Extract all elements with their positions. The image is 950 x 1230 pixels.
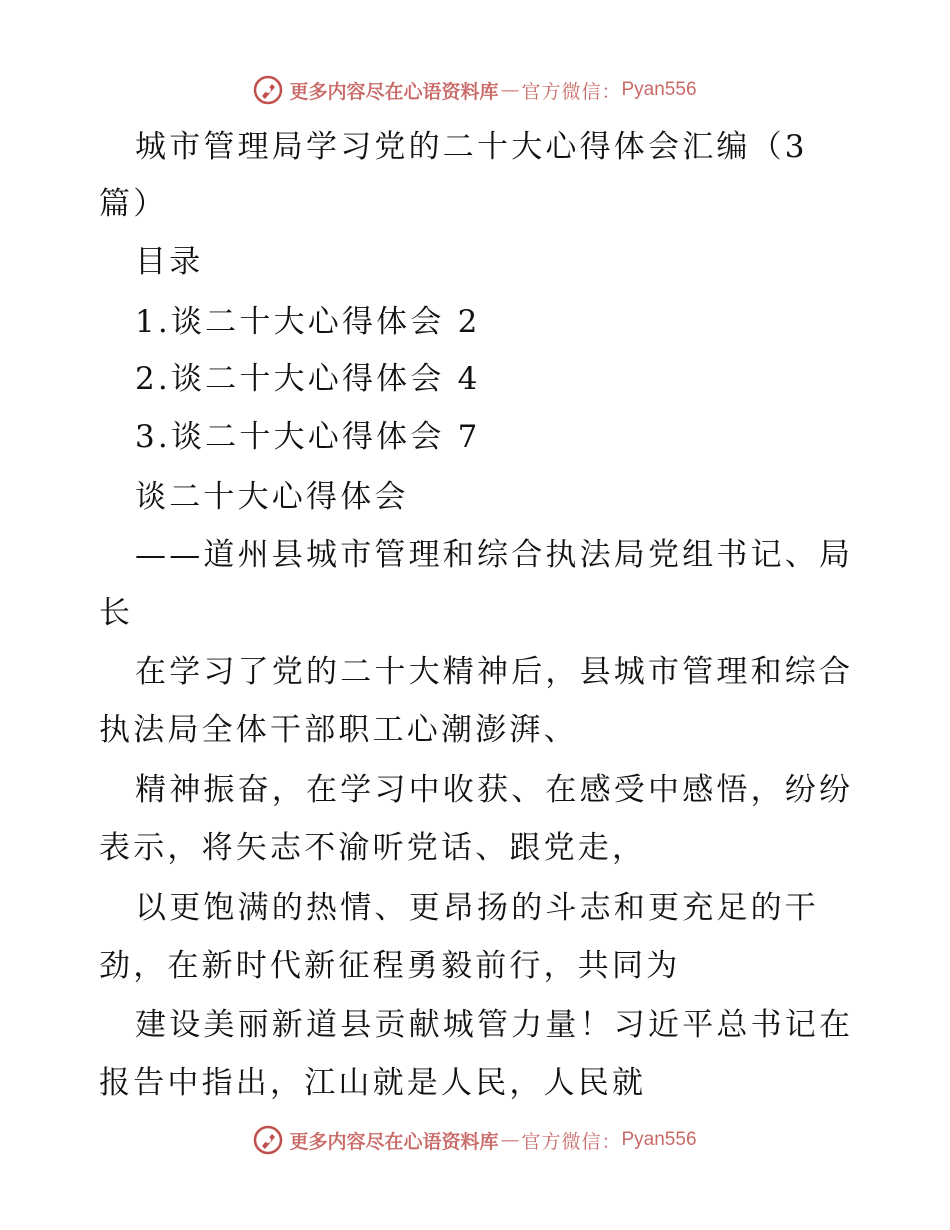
paragraph-2-line-2: 表示，将矢志不渝听党话、跟党走， (99, 830, 647, 866)
watermark-text: 更多内容尽在心语资料库 (289, 1130, 499, 1153)
paragraph-2-line-1: 精神振奋，在学习中收获、在感受中感悟，纷纷 (135, 772, 854, 808)
toc-item: 2.谈二十大心得体会 4 (135, 361, 481, 397)
watermark-text: 更多内容尽在心语资料库 (289, 80, 499, 103)
pen-logo-icon (253, 1125, 283, 1155)
author-line-1: ——道州县城市管理和综合执法局党组书记、局 (135, 537, 854, 573)
paragraph-3-line-2: 劲，在新时代新征程勇毅前行，共同为 (99, 948, 681, 984)
paragraph-1-line-1: 在学习了党的二十大精神后，县城市管理和综合 (135, 654, 854, 690)
paragraph-3-line-1: 以更饱满的热情、更昂扬的斗志和更充足的干 (135, 890, 819, 926)
footer-watermark (0, 1120, 950, 1160)
watermark-wechat-id: Pyan556 (621, 79, 697, 100)
watermark-dash: — (500, 79, 520, 101)
toc-item: 1.谈二十大心得体会 2 (135, 304, 481, 340)
paragraph-4-line-2: 报告中指出，江山就是人民，人民就 (99, 1065, 647, 1101)
pen-logo-icon (253, 75, 283, 105)
author-line-2: 长 (99, 595, 134, 631)
watermark-wechat-label: 官方微信： (521, 80, 622, 103)
toc-heading: 目录 (135, 244, 204, 280)
paragraph-1-line-2: 执法局全体干部职工心潮澎湃、 (99, 712, 578, 748)
watermark-wechat-id: Pyan556 (621, 1129, 697, 1150)
document-title-line-2: 篇） (99, 186, 168, 222)
watermark-wechat-label: 官方微信： (521, 1130, 622, 1153)
document-title-line-1: 城市管理局学习党的二十大心得体会汇编（3 (135, 129, 808, 165)
header-watermark (0, 70, 950, 110)
toc-item: 3.谈二十大心得体会 7 (135, 419, 481, 455)
paragraph-4-line-1: 建设美丽新道县贡献城管力量！习近平总书记在 (135, 1007, 854, 1043)
watermark-dash: — (500, 1129, 520, 1151)
article-title: 谈二十大心得体会 (135, 479, 409, 515)
